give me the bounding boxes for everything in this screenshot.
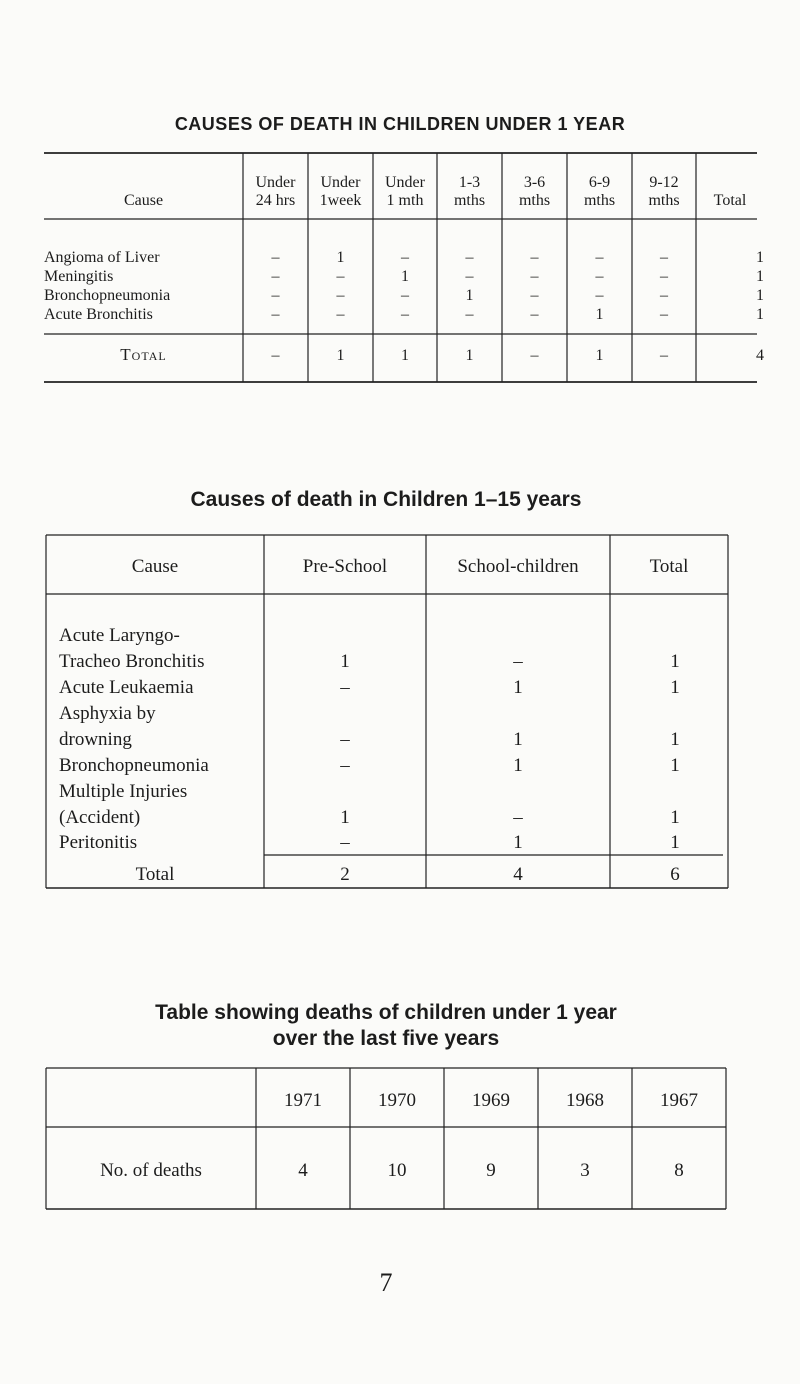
t2-cell: 1 bbox=[340, 807, 350, 828]
t1-cell: – bbox=[465, 249, 474, 266]
page-number: 7 bbox=[379, 1268, 393, 1297]
t3-header-year: 1969 bbox=[472, 1090, 510, 1111]
t1-cell: – bbox=[336, 306, 345, 323]
t2-row-cause: Acute Laryngo- bbox=[59, 625, 180, 646]
t1-header-col4-line1: 1-3 bbox=[458, 174, 481, 191]
t1-cell: – bbox=[465, 306, 474, 323]
t2-cell-total: 1 bbox=[670, 807, 680, 828]
t1-cell-total: 1 bbox=[756, 306, 764, 323]
t1-header-col7-line1: 9-12 bbox=[649, 174, 679, 191]
t1-total-cell: – bbox=[271, 347, 280, 364]
t2-cell-total: 1 bbox=[670, 755, 680, 776]
t1-header-col6-line1: 6-9 bbox=[588, 174, 611, 191]
t1-cell: – bbox=[595, 287, 604, 304]
t2-row-cause: (Accident) bbox=[59, 807, 141, 828]
t1-total-cell: – bbox=[660, 347, 668, 364]
t1-header-cause: Cause bbox=[123, 192, 164, 209]
t1-cell: – bbox=[530, 268, 539, 285]
t2-cell: 1 bbox=[513, 729, 523, 750]
t2-cell: 1 bbox=[513, 755, 523, 776]
t1-cell: – bbox=[271, 287, 280, 304]
t1-cell-total: 1 bbox=[756, 268, 764, 285]
t2-total-cell: 4 bbox=[513, 864, 523, 885]
t1-row-cause: Acute Bronchitis bbox=[44, 306, 153, 323]
t1-total-grand: 4 bbox=[756, 347, 764, 364]
t1-cell: – bbox=[660, 268, 668, 285]
t2-cell-total: 1 bbox=[670, 729, 680, 750]
t2-header-schoolchildren: School-children bbox=[457, 556, 579, 577]
t3-cell: 3 bbox=[580, 1160, 590, 1181]
t1-header-col5-line2: mths bbox=[518, 192, 551, 209]
t1-cell: – bbox=[271, 268, 280, 285]
t1-cell: – bbox=[465, 268, 474, 285]
t2-cell-total: 1 bbox=[670, 832, 680, 853]
t1-header-col7-line2: mths bbox=[648, 192, 680, 209]
t1-header-col1-line2: 24 hrs bbox=[255, 192, 296, 209]
table3-title-line1: Table showing deaths of children under 1 year bbox=[155, 1001, 617, 1024]
t1-cell: – bbox=[660, 306, 668, 323]
t1-cell: – bbox=[401, 306, 409, 323]
t1-cell: – bbox=[660, 287, 668, 304]
t2-header-total: Total bbox=[649, 556, 689, 577]
t1-total-cell: 1 bbox=[336, 347, 345, 364]
t2-cell: – bbox=[513, 651, 523, 672]
t3-cell: 10 bbox=[387, 1160, 407, 1181]
t3-header-year: 1968 bbox=[566, 1090, 604, 1111]
t2-header-preschool: Pre-School bbox=[302, 556, 388, 577]
t1-row-cause: Bronchopneumonia bbox=[44, 287, 171, 304]
t1-header-col2-line1: Under bbox=[320, 174, 361, 191]
table3-title-line2: over the last five years bbox=[272, 1027, 500, 1050]
t2-cell: – bbox=[340, 677, 350, 698]
t3-header-year: 1967 bbox=[660, 1090, 698, 1111]
t2-cell: – bbox=[340, 832, 350, 853]
t3-cell: 4 bbox=[298, 1160, 308, 1181]
t1-cell: – bbox=[401, 287, 409, 304]
t1-cell: – bbox=[595, 249, 604, 266]
t1-total-cell: 1 bbox=[595, 347, 604, 364]
t2-cell: 1 bbox=[513, 677, 523, 698]
t1-total-cell: 1 bbox=[401, 347, 409, 364]
t1-cell: – bbox=[271, 306, 280, 323]
t3-header-year: 1970 bbox=[378, 1090, 416, 1111]
t1-header-col6-line2: mths bbox=[583, 192, 616, 209]
t2-cell: – bbox=[513, 807, 523, 828]
t1-cell: – bbox=[530, 306, 539, 323]
t1-cell: – bbox=[660, 249, 668, 266]
t2-row-cause: Peritonitis bbox=[59, 832, 138, 853]
t1-header-total: Total bbox=[713, 192, 747, 209]
t2-row-cause: Tracheo Bronchitis bbox=[59, 651, 205, 672]
t1-row-cause: Meningitis bbox=[44, 268, 114, 285]
t2-cell: 1 bbox=[340, 651, 350, 672]
t1-cell: – bbox=[401, 249, 409, 266]
t2-cell-total: 1 bbox=[670, 651, 680, 672]
t3-row-label: No. of deaths bbox=[100, 1160, 202, 1181]
table1-title: CAUSES OF DEATH IN CHILDREN UNDER 1 YEAR bbox=[174, 114, 626, 134]
t2-cell: 1 bbox=[513, 832, 523, 853]
t1-cell: 1 bbox=[595, 306, 604, 323]
t2-cell: – bbox=[340, 729, 350, 750]
t2-total-label: Total bbox=[135, 864, 175, 885]
t1-cell-total: 1 bbox=[756, 287, 764, 304]
t1-row-cause: Angioma of Liver bbox=[44, 249, 160, 266]
t1-total-label: Total bbox=[120, 345, 167, 364]
t1-cell: – bbox=[271, 249, 280, 266]
t1-cell: – bbox=[530, 287, 539, 304]
t1-total-cell: – bbox=[530, 347, 539, 364]
t2-row-cause: Bronchopneumonia bbox=[59, 755, 209, 776]
t1-cell: 1 bbox=[336, 249, 345, 266]
table3-title bbox=[0, 1000, 772, 1052]
t1-cell: – bbox=[336, 268, 345, 285]
t1-cell: – bbox=[530, 249, 539, 266]
t3-cell: 9 bbox=[486, 1160, 496, 1181]
t2-row-cause: Acute Leukaemia bbox=[59, 677, 194, 698]
t1-header-col1-line1: Under bbox=[255, 174, 296, 191]
t1-cell: – bbox=[336, 287, 345, 304]
t3-cell: 8 bbox=[674, 1160, 684, 1181]
t1-header-col3-line1: Under bbox=[385, 174, 425, 191]
t2-header-cause: Cause bbox=[131, 556, 179, 577]
t2-row-cause: drowning bbox=[59, 729, 132, 750]
t2-cell-total: 1 bbox=[670, 677, 680, 698]
t1-header-col3-line2: 1 mth bbox=[386, 192, 424, 209]
t1-header-col5-line1: 3-6 bbox=[523, 174, 546, 191]
t2-total-cell: 6 bbox=[670, 864, 680, 885]
t2-total-cell: 2 bbox=[340, 864, 350, 885]
table2-title: Causes of death in Children 1–15 years bbox=[190, 488, 582, 511]
t1-total-cell: 1 bbox=[465, 347, 474, 364]
t1-cell: – bbox=[595, 268, 604, 285]
t2-row-cause: Asphyxia by bbox=[59, 703, 156, 724]
t1-header-col4-line2: mths bbox=[453, 192, 486, 209]
t2-cell: – bbox=[340, 755, 350, 776]
t1-cell: 1 bbox=[465, 287, 474, 304]
t1-header-col2-line2: 1week bbox=[319, 192, 362, 209]
t1-cell: 1 bbox=[401, 268, 409, 285]
t2-row-cause: Multiple Injuries bbox=[59, 781, 188, 802]
t3-header-year: 1971 bbox=[284, 1090, 322, 1111]
t1-cell-total: 1 bbox=[756, 249, 764, 266]
